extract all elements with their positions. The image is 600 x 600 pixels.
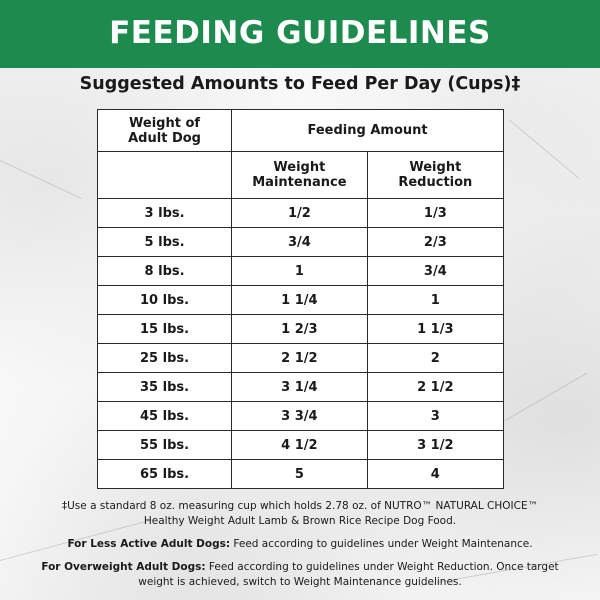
reduction-cell: 2 1/2 — [367, 373, 503, 402]
header-reduction-line2: Reduction — [398, 175, 473, 190]
marble-vein — [505, 373, 588, 421]
maintenance-cell: 1 1/4 — [232, 286, 368, 315]
header-empty-cell — [98, 152, 232, 199]
header-feeding-amount: Feeding Amount — [232, 110, 504, 152]
weight-cell: 8 lbs. — [98, 257, 232, 286]
table-row — [98, 257, 504, 286]
reduction-cell: 1 1/3 — [367, 315, 503, 344]
reduction-cell: 1/3 — [367, 199, 503, 228]
marble-vein — [0, 160, 82, 199]
reduction-cell: 3/4 — [367, 257, 503, 286]
weight-cell: 65 lbs. — [98, 460, 232, 489]
maintenance-cell: 1 2/3 — [232, 315, 368, 344]
table-row — [98, 315, 504, 344]
less-active-text: Feed according to guidelines under Weight Maintenance. — [230, 538, 533, 550]
reduction-cell: 1 — [367, 286, 503, 315]
maintenance-cell: 1 — [232, 257, 368, 286]
table-row — [98, 199, 504, 228]
table-row — [98, 373, 504, 402]
weight-cell: 55 lbs. — [98, 431, 232, 460]
feeding-table — [97, 109, 504, 489]
reduction-cell: 4 — [367, 460, 503, 489]
header-maintenance-line2: Maintenance — [252, 175, 347, 190]
weight-cell: 25 lbs. — [98, 344, 232, 373]
overweight-note — [0, 560, 600, 590]
header-reduction-line1: Weight — [409, 160, 462, 175]
table-row — [98, 344, 504, 373]
less-active-note — [0, 537, 600, 552]
overweight-label: For Overweight Adult Dogs: — [41, 561, 206, 573]
header-weight-reduction — [367, 152, 503, 199]
table-header-row — [98, 110, 504, 152]
weight-cell: 45 lbs. — [98, 402, 232, 431]
reduction-cell: 2 — [367, 344, 503, 373]
weight-cell: 15 lbs. — [98, 315, 232, 344]
cup-note-line2: Healthy Weight Adult Lamb & Brown Rice Recipe Dog Food. — [143, 515, 457, 527]
table-row — [98, 460, 504, 489]
page-title: FEEDING GUIDELINES — [109, 15, 491, 51]
maintenance-cell: 3 3/4 — [232, 402, 368, 431]
marble-vein — [510, 120, 580, 179]
maintenance-cell: 1/2 — [232, 199, 368, 228]
footnotes — [0, 499, 600, 590]
maintenance-cell: 2 1/2 — [232, 344, 368, 373]
cup-note-line1: ‡Use a standard 8 oz. measuring cup which holds 2.78 oz. of NUTRO™ NATURAL CHOICE™ — [61, 500, 539, 512]
reduction-cell: 3 — [367, 402, 503, 431]
header-weight-line2: Adult Dog — [128, 130, 201, 146]
maintenance-cell: 4 1/2 — [232, 431, 368, 460]
weight-cell: 10 lbs. — [98, 286, 232, 315]
overweight-text-line1: Feed according to guidelines under Weight Reduction. Once target — [205, 561, 559, 573]
overweight-text-line2: weight is achieved, switch to Weight Maintenance guidelines. — [138, 576, 462, 588]
table-subheader-row — [98, 152, 504, 199]
header-weight-line1: Weight of — [129, 115, 201, 131]
reduction-cell: 2/3 — [367, 228, 503, 257]
weight-cell: 5 lbs. — [98, 228, 232, 257]
maintenance-cell: 3 1/4 — [232, 373, 368, 402]
table-subtitle: Suggested Amounts to Feed Per Day (Cups)‡ — [79, 74, 521, 94]
less-active-label: For Less Active Adult Dogs: — [67, 538, 231, 550]
reduction-cell: 3 1/2 — [367, 431, 503, 460]
maintenance-cell: 5 — [232, 460, 368, 489]
header-maintenance-line1: Weight — [273, 160, 326, 175]
maintenance-cell: 3/4 — [232, 228, 368, 257]
table-row — [98, 431, 504, 460]
header-weight-of-adult-dog — [98, 110, 232, 152]
header-weight-maintenance — [232, 152, 368, 199]
header-banner — [0, 0, 600, 68]
weight-cell: 3 lbs. — [98, 199, 232, 228]
table-row — [98, 228, 504, 257]
table-row — [98, 286, 504, 315]
table-row — [98, 402, 504, 431]
weight-cell: 35 lbs. — [98, 373, 232, 402]
